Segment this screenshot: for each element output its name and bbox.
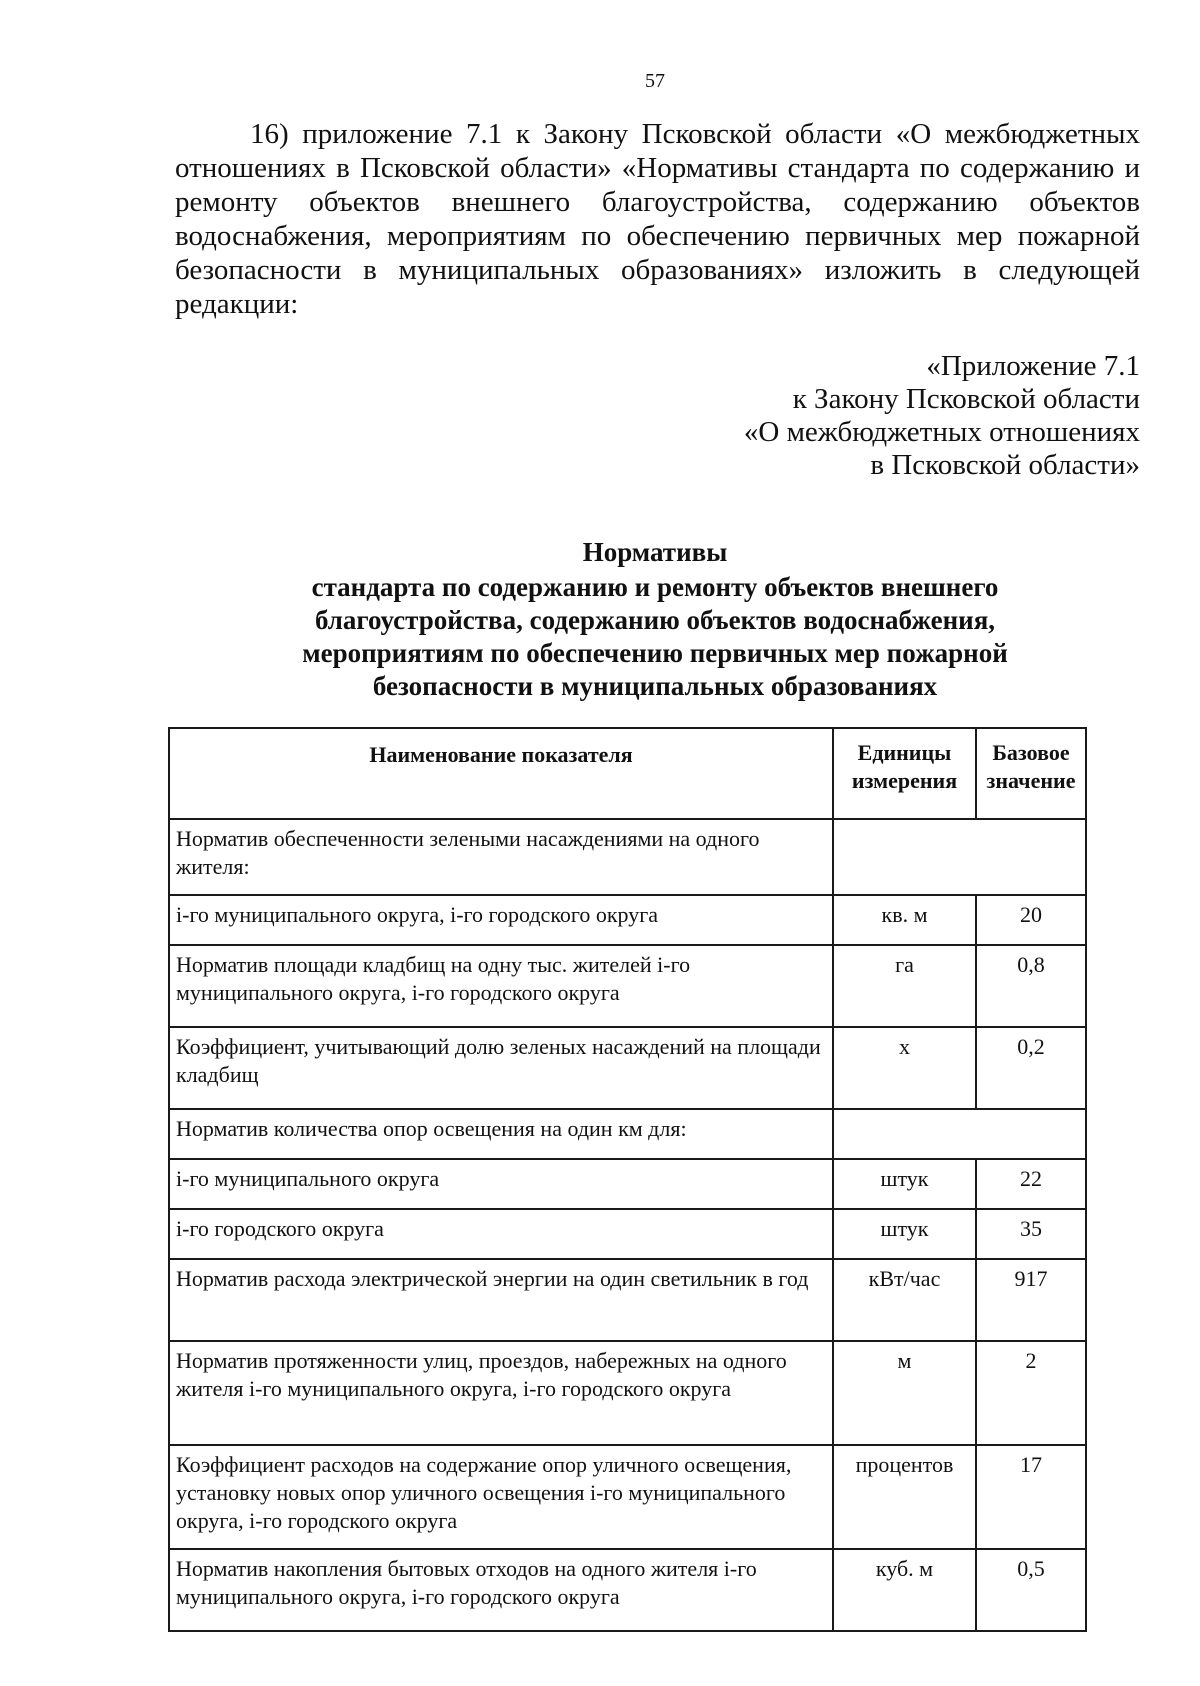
title-line: стандарта по содержанию и ремонту объектов внешнего [311, 572, 999, 602]
row-value: 917 [976, 1259, 1086, 1341]
row-name: Норматив обеспеченности зелеными насаждениями на одного жителя: [169, 819, 833, 895]
row-value: 0,2 [976, 1027, 1086, 1109]
row-unit: куб. м [833, 1549, 976, 1631]
row-unit: процентов [833, 1445, 976, 1549]
row-name: Норматив протяженности улиц, проездов, набережных на одного жителя i-го муниципального округа, i-го городского округа [169, 1341, 833, 1445]
table-row [169, 1109, 1086, 1159]
row-name: Коэффициент, учитывающий долю зеленых насаждений на площади кладбищ [169, 1027, 833, 1109]
row-name: i-го муниципального округа [169, 1159, 833, 1209]
row-unit: штук [833, 1159, 976, 1209]
row-name: i-го муниципального округа, i-го городского округа [169, 895, 833, 945]
row-value: 22 [976, 1159, 1086, 1209]
table-row [169, 1549, 1086, 1631]
row-name: Норматив площади кладбищ на одну тыс. жителей i-го муниципального округа, i-го городского округа [169, 945, 833, 1027]
header-name: Наименование показателя [169, 728, 833, 819]
row-unit: га [833, 945, 976, 1027]
title-line: мероприятиям по обеспечению первичных мер пожарной [302, 638, 1008, 668]
title-line: безопасности в муниципальных образованиях [372, 671, 938, 701]
table-row [169, 1027, 1086, 1109]
row-value: 20 [976, 895, 1086, 945]
row-unit: м [833, 1341, 976, 1445]
table-row [169, 1341, 1086, 1445]
appendix-line: в Псковской области» [870, 449, 1140, 481]
appendix-line: к Закону Псковской области [792, 383, 1140, 415]
row-unit [833, 1109, 1086, 1159]
table-row [169, 1159, 1086, 1209]
table-row [169, 895, 1086, 945]
intro-paragraph [175, 117, 1140, 321]
appendix-line: «О межбюджетных отношениях [743, 416, 1140, 448]
table-row [169, 945, 1086, 1027]
appendix-line: «Приложение 7.1 [926, 350, 1140, 382]
header-value: Базовое значение [976, 728, 1086, 819]
row-unit: кВт/час [833, 1259, 976, 1341]
row-unit: штук [833, 1209, 976, 1259]
row-name: Норматив накопления бытовых отходов на одного жителя i-го муниципального округа, i-го городского округа [169, 1549, 833, 1631]
table-row [169, 1445, 1086, 1549]
title-main: Нормативы [582, 537, 728, 567]
document-title [0, 536, 1200, 703]
table-row [169, 1259, 1086, 1341]
norms-table [168, 727, 1087, 1632]
table-row [169, 819, 1086, 895]
appendix-reference [744, 350, 1140, 482]
table-row [169, 1209, 1086, 1259]
row-unit: х [833, 1027, 976, 1109]
row-unit: кв. м [833, 895, 976, 945]
row-unit [833, 819, 1086, 895]
intro-text: 16) приложение 7.1 к Закону Псковской области «О межбюджетных отношениях в Псковской области» «Нормативы стандарта по содержанию и ремонту объектов внешнего благоустройства, содержанию объектов водоснабжения, мероприятиям по обеспечению первичных мер пожарной безопасности в муниципальных образованиях» изложить в следующей редакции: [175, 118, 1140, 320]
row-value: 0,8 [976, 945, 1086, 1027]
row-name: i-го городского округа [169, 1209, 833, 1259]
row-name: Норматив количества опор освещения на один км для: [169, 1109, 833, 1159]
row-name: Коэффициент расходов на содержание опор уличного освещения, установку новых опор уличного освещения i-го муниципального округа, i-го городского округа [169, 1445, 833, 1549]
row-name: Норматив расхода электрической энергии на один светильник в год [169, 1259, 833, 1341]
title-line: благоустройства, содержанию объектов водоснабжения, [314, 605, 996, 635]
page-number: 57 [645, 70, 665, 92]
row-value: 0,5 [976, 1549, 1086, 1631]
table-header-row [169, 728, 1086, 819]
header-unit: Единицы измерения [833, 728, 976, 819]
row-value: 2 [976, 1341, 1086, 1445]
row-value: 17 [976, 1445, 1086, 1549]
row-value: 35 [976, 1209, 1086, 1259]
